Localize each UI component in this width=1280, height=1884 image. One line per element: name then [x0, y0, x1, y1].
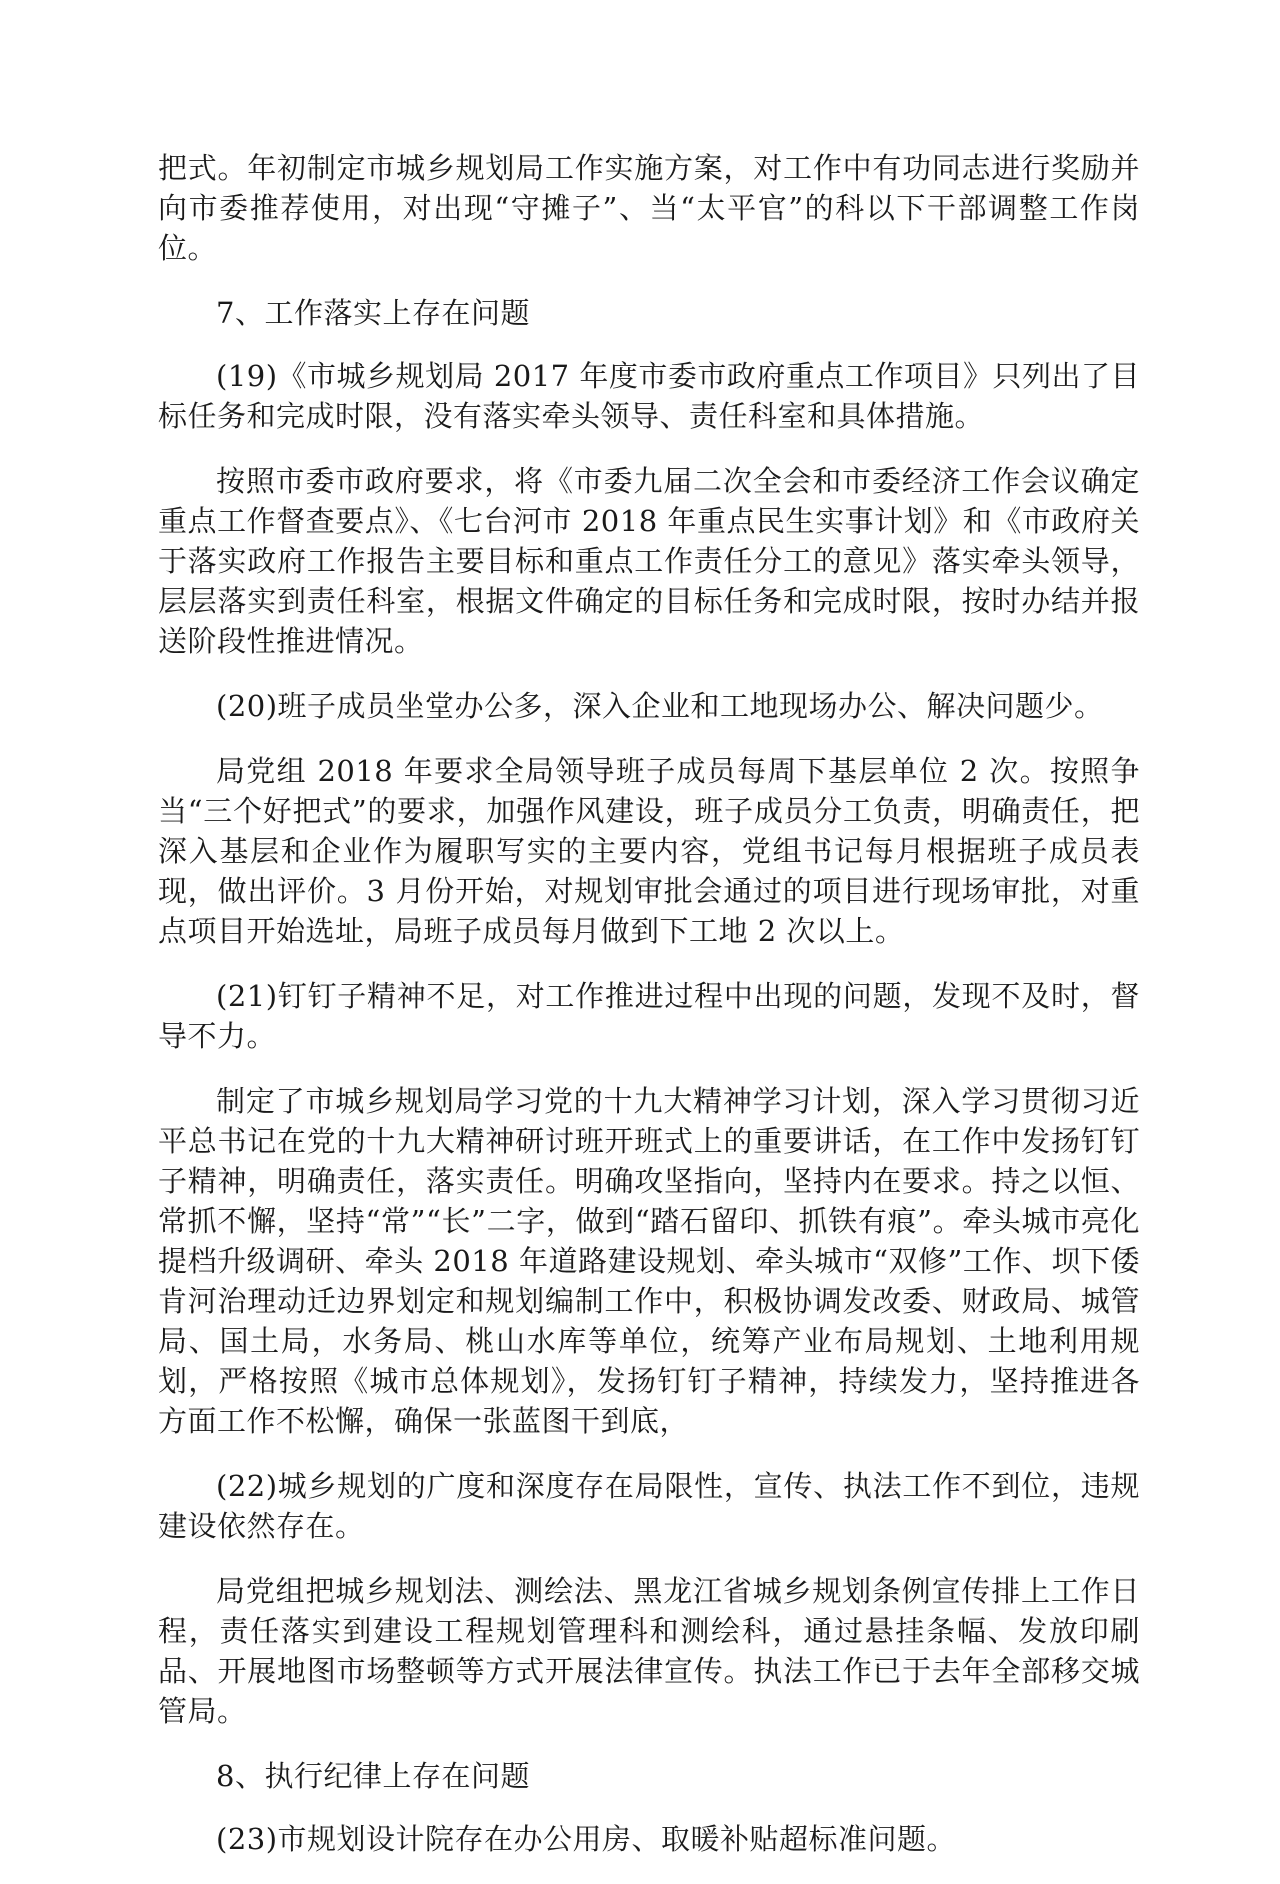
issue-22: (22)城乡规划的广度和深度存在局限性，宣传、执法工作不到位，违规建设依然存在。 [158, 1469, 1140, 1543]
response-19: 按照市委市政府要求，将《市委九届二次全会和市委经济工作会议确定重点工作督查要点》、《七台河市 2018 年重点民生实事计划》和《市政府关于落实政府工作报告主要目标和重点工作责任分工的意见》落实牵头领导，层层落实到责任科室，根据文件确定的目标任务和完成时限，按时办结并报送阶段性推进情况。 [158, 464, 1140, 658]
issue-20: (20)班子成员坐堂办公多，深入企业和工地现场办公、解决问题少。 [216, 689, 1104, 723]
response-22: 局党组把城乡规划法、测绘法、黑龙江省城乡规划条例宣传排上工作日程，责任落实到建设工程规划管理科和测绘科，通过悬挂条幅、发放印刷品、开展地图市场整顿等方式开展法律宣传。执法工作已于去年全部移交城管局。 [158, 1574, 1140, 1728]
issue-19: (19)《市城乡规划局 2017 年度市委市政府重点工作项目》只列出了目标任务和完成时限，没有落实牵头领导、责任科室和具体措施。 [158, 359, 1140, 433]
section-heading-8: 8、执行纪律上存在问题 [216, 1759, 530, 1793]
response-21: 制定了市城乡规划局学习党的十九大精神学习计划，深入学习贯彻习近平总书记在党的十九大精神研讨班开班式上的重要讲话，在工作中发扬钉钉子精神，明确责任，落实责任。明确攻坚指向，坚持内在要求。持之以恒、常抓不懈，坚持“常”“长”二字，做到“踏石留印、抓铁有痕”。牵头城市亮化提档升级调研、牵头 2018 年道路建设规划、牵头城市“双修”工作、坝下倭肯河治理动迁边界划定和规划编制工作中，积极协调发改委、财政局、城管局、国土局，水务局、桃山水库等单位，统筹产业布局规划、土地利用规划，严格按照《城市总体规划》，发扬钉钉子精神，持续发力，坚持推进各方面工作不松懈，确保一张蓝图干到底， [158, 1084, 1140, 1438]
document-page [158, 148, 1140, 1884]
paragraph-continuation: 把式。年初制定市城乡规划局工作实施方案，对工作中有功同志进行奖励并向市委推荐使用，对出现“守摊子”、当“太平官”的科以下干部调整工作岗位。 [158, 151, 1140, 265]
section-heading-7: 7、工作落实上存在问题 [216, 296, 530, 330]
issue-21: (21)钉钉子精神不足，对工作推进过程中出现的问题，发现不及时，督导不力。 [158, 979, 1140, 1053]
issue-23: (23)市规划设计院存在办公用房、取暖补贴超标准问题。 [216, 1822, 957, 1856]
response-20: 局党组 2018 年要求全局领导班子成员每周下基层单位 2 次。按照争当“三个好把式”的要求，加强作风建设，班子成员分工负责，明确责任，把深入基层和企业作为履职写实的主要内容，党组书记每月根据班子成员表现，做出评价。3 月份开始，对规划审批会通过的项目进行现场审批，对重点项目开始选址，局班子成员每月做到下工地 2 次以上。 [158, 754, 1140, 948]
